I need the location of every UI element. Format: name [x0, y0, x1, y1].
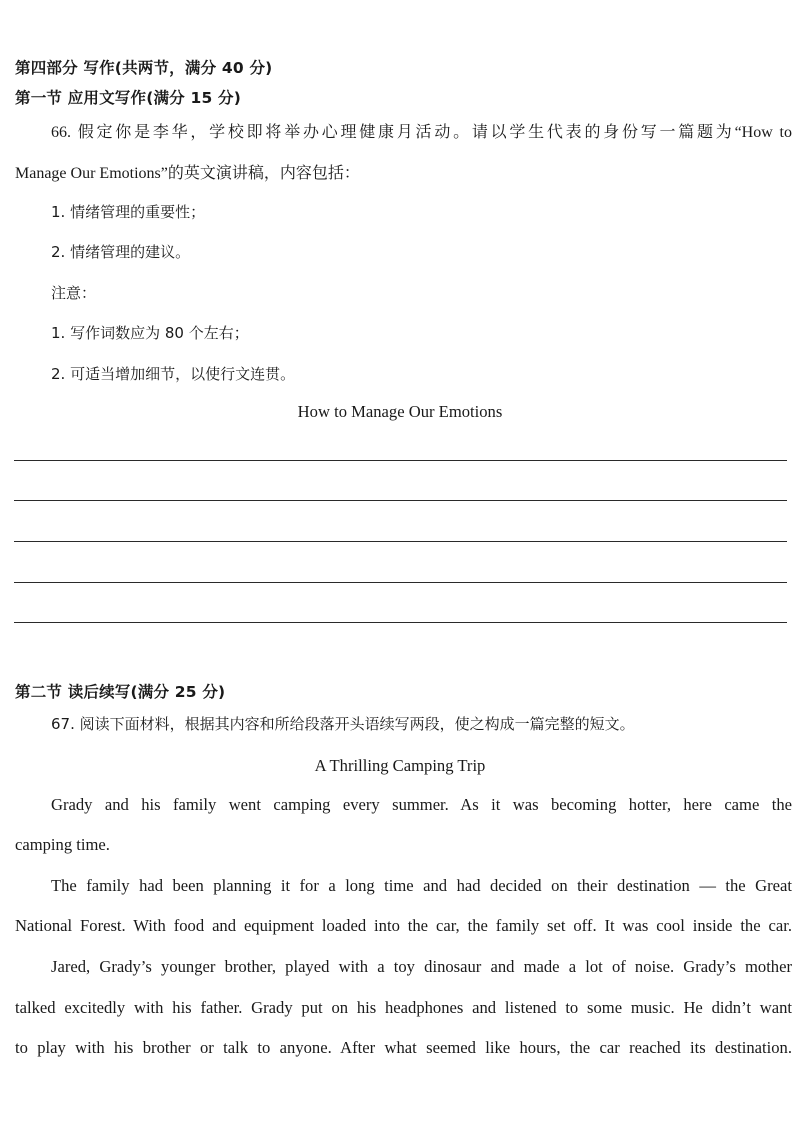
answer-line-2[interactable]	[14, 500, 787, 501]
story-line-3	[51, 876, 792, 896]
question-66-prompt-line1	[51, 119, 792, 142]
answer-line-4[interactable]	[14, 582, 787, 583]
story-line-1	[51, 795, 792, 815]
part4-heading: 第四部分 写作(共两节，满分 40 分)	[15, 59, 273, 77]
content-item-2: 2. 情绪管理的建议。	[51, 243, 191, 261]
story-line-5-text: Jared, Grady’s younger brother, played with a toy dinosaur and made a lot of noise. Grady’s mother	[51, 957, 792, 976]
answer-line-3[interactable]	[14, 541, 787, 542]
story-line-7	[15, 1038, 792, 1058]
story-line-1-text: Grady and his family went camping every summer. As it was becoming hotter, here came the	[51, 795, 792, 814]
note-item-1: 1. 写作词数应为 80 个左右；	[51, 324, 249, 342]
question-67-prompt: 67. 阅读下面材料，根据其内容和所给段落开头语续写两段，使之构成一篇完整的短文。	[51, 715, 635, 733]
story-line-3-text: The family had been planning it for a long time and had decided on their destination — the Great	[51, 876, 792, 895]
story-line-6	[15, 998, 792, 1018]
note-label: 注意：	[51, 284, 97, 302]
essay-title: How to Manage Our Emotions	[297, 402, 503, 421]
story-line-6-text: talked excitedly with his father. Grady put on his headphones and listened to some music. He didn’t want	[15, 998, 792, 1017]
story-line-7-text: to play with his brother or talk to anyone. After what seemed like hours, the car reached its destination.	[15, 1038, 792, 1057]
answer-line-1[interactable]	[14, 460, 787, 461]
section1-heading: 第一节 应用文写作(满分 15 分)	[15, 89, 242, 107]
question-66-prompt-line2: Manage Our Emotions”的英文演讲稿，内容包括：	[15, 165, 360, 182]
story-title: A Thrilling Camping Trip	[314, 756, 486, 775]
answer-line-5[interactable]	[14, 622, 787, 623]
story-line-2: camping time.	[15, 835, 110, 854]
story-line-4-text: National Forest. With food and equipment loaded into the car, the family set off. It was cool inside the car.	[15, 916, 792, 935]
story-line-5	[51, 957, 792, 977]
question-66-prompt-line1-text: 66. 假定你是李华，学校即将举办心理健康月活动。请以学生代表的身份写一篇题为“How to	[51, 124, 792, 141]
content-item-1: 1. 情绪管理的重要性；	[51, 203, 206, 221]
story-line-4	[15, 916, 792, 936]
note-item-2: 2. 可适当增加细节，以使行文连贯。	[51, 365, 296, 383]
section2-heading: 第二节 读后续写(满分 25 分)	[15, 683, 226, 701]
